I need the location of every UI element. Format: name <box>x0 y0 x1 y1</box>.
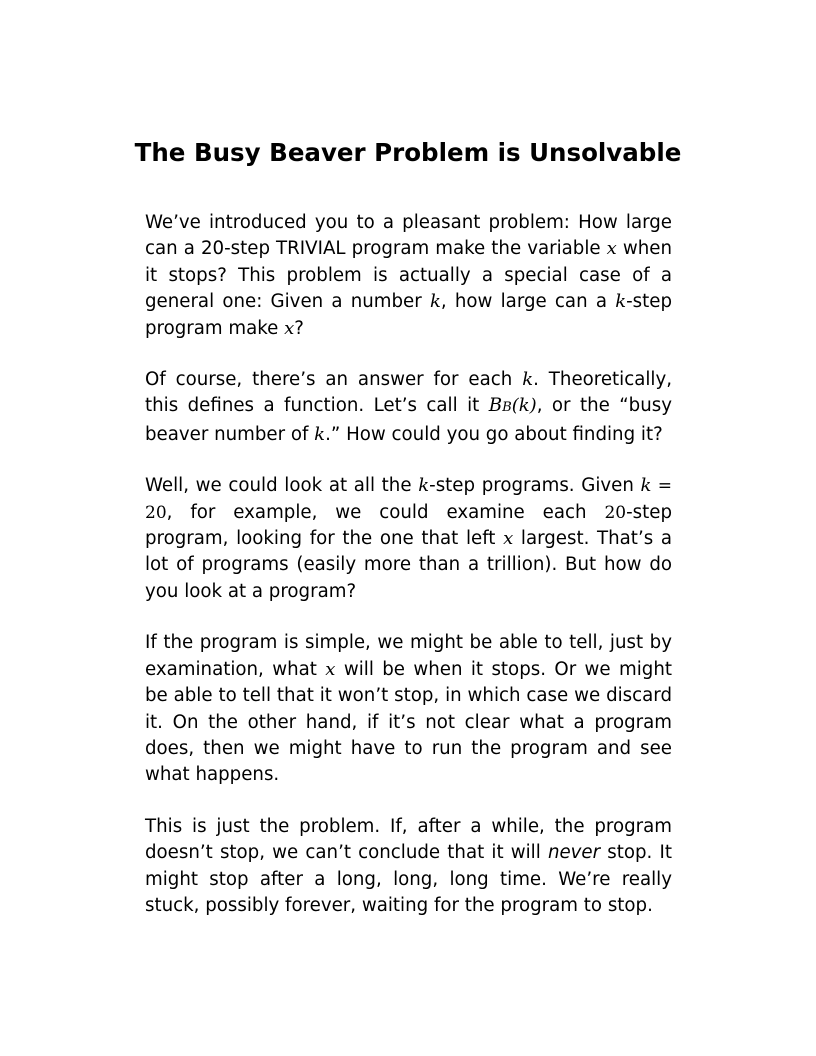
p3-text-4: -step program, looking for the one that left <box>145 501 672 550</box>
math-var-k: k <box>522 369 534 391</box>
paragraph-5 <box>145 814 672 920</box>
document-body <box>145 210 672 944</box>
p3-text-1: Well, we could look at all the <box>145 475 419 497</box>
math-var-x: x <box>503 528 514 550</box>
math-var-k: k <box>418 475 430 497</box>
math-var-k: k <box>615 291 627 313</box>
math-number-20: 20 <box>145 502 167 523</box>
math-var-x: x <box>284 317 295 339</box>
p3-text-3: , for example, we could examine each <box>166 501 605 523</box>
paragraph-3 <box>145 473 672 605</box>
math-var-k: k <box>429 291 441 313</box>
p2-text-3: , or the “busy beaver number of <box>145 395 672 445</box>
p1-text-5: ? <box>294 317 304 339</box>
p3-text-5: largest. That’s a lot of programs (easily more than a trillion). But how do you look at a program? <box>145 528 672 602</box>
page-title: The Busy Beaver Problem is Unsolvable <box>134 138 682 167</box>
busy-beaver-symbol <box>489 395 512 416</box>
busy-beaver-argument: (k) <box>511 395 537 417</box>
paragraph-1 <box>145 210 672 342</box>
math-number-20: 20 <box>604 502 627 523</box>
p2-text-1: Of course, there’s an answer for each <box>145 369 523 391</box>
p1-text-4: -step program make <box>145 291 673 339</box>
p1-text-2: when it stops? This problem is actually a special case of a general one: Given a number <box>145 238 672 313</box>
emphasis-never: never <box>547 842 601 864</box>
math-equals: = <box>651 476 673 497</box>
p1-text-1: We’ve introduced you to a pleasant problem: How large can a 20-step TRIVIAL program make the variable <box>145 212 672 260</box>
bb-letter-2: B <box>502 400 512 416</box>
p2-text-4: .” How could you go about finding it? <box>325 423 663 445</box>
bb-letter-1: B <box>488 395 503 417</box>
math-var-k: k <box>314 423 326 445</box>
p1-text-3: , how large can a <box>440 291 616 313</box>
p2-text-2: . Theoretically, this defines a function. Let’s call it <box>145 369 673 417</box>
p3-text-2: -step programs. Given <box>429 475 641 497</box>
p5-text-1: This is just the problem. If, after a while, the program doesn’t stop, we can’t conclude that it will <box>145 815 672 864</box>
p5-text-2: stop. It might stop after a long, long, long time. We’re really stuck, possibly forever, waiting for the program to stop. <box>145 842 672 916</box>
math-var-x: x <box>606 238 617 260</box>
p4-text-2: will be when it stops. Or we might be able to tell that it won’t stop, in which case we discard it. On the other hand, if it’s not clear what a program does, then we might have to run the program and see what happens. <box>145 658 672 786</box>
p4-text-1: If the program is simple, we might be able to tell, just by examination, what <box>145 632 672 680</box>
paragraph-2 <box>145 367 672 448</box>
math-var-x: x <box>325 658 336 680</box>
math-var-k: k <box>640 475 652 497</box>
paragraph-4 <box>145 630 672 788</box>
